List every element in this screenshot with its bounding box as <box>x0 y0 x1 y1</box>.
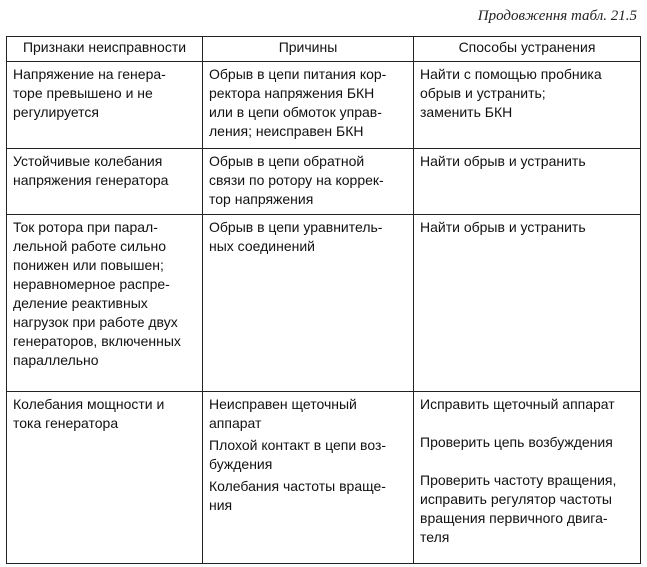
remedies-cell <box>414 149 641 215</box>
symptom-cell: Напряжение на генера- торе превышено и не регулируется <box>7 62 203 149</box>
table-row <box>7 215 641 392</box>
remedies-cell <box>414 392 641 564</box>
causes-cell <box>203 392 414 564</box>
cause-item: Неисправен щеточный аппарат <box>209 396 357 431</box>
symptom-cell: Ток ротора при парал- лельной работе сильно понижен или повышен; неравномерное распре- деление реактивных нагрузок при работе двух генераторов, включенных параллельно <box>7 215 203 392</box>
header-remedies: Способы устранения <box>414 37 641 62</box>
table-caption: Продовження табл. 21.5 <box>477 8 637 24</box>
remedy-item: Найти с помощью пробника обрыв и устранить; заменить БКН <box>420 66 602 120</box>
symptom-cell: Устойчивые колебания напряжения генератора <box>7 149 203 215</box>
cause-item: Обрыв в цепи питания кор- ректора напряжения БКН или в цепи обмоток управ- ления; неисправен БКН <box>209 66 387 139</box>
remedy-item: Исправить щеточный аппарат <box>420 396 615 412</box>
remedy-item: Найти обрыв и устранить <box>420 153 586 169</box>
cause-item: Плохой контакт в цепи воз- буждения <box>209 437 387 472</box>
table-row <box>7 392 641 564</box>
table-row <box>7 62 641 149</box>
remedy-item: Найти обрыв и устранить <box>420 219 586 235</box>
cause-item: Колебания частоты враще- ния <box>209 478 386 513</box>
header-causes: Причины <box>203 37 414 62</box>
cause-item: Обрыв в цепи обратной связи по ротору на коррек- тор напряжения <box>209 153 384 207</box>
causes-cell <box>203 62 414 149</box>
header-symptoms: Признаки неисправности <box>7 37 203 62</box>
remedies-cell <box>414 215 641 392</box>
faults-table <box>6 36 641 564</box>
header-row <box>7 37 641 62</box>
remedies-cell <box>414 62 641 149</box>
remedy-item: Проверить частоту вращения, исправить регулятор частоты вращения первичного двига- теля <box>420 472 617 545</box>
symptom-cell: Колебания мощности и тока генератора <box>7 392 203 564</box>
remedy-item: Проверить цепь возбуждения <box>420 434 613 450</box>
causes-cell <box>203 215 414 392</box>
causes-cell <box>203 149 414 215</box>
table-row <box>7 149 641 215</box>
cause-item: Обрыв в цепи уравнитель- ных соединений <box>209 219 383 254</box>
